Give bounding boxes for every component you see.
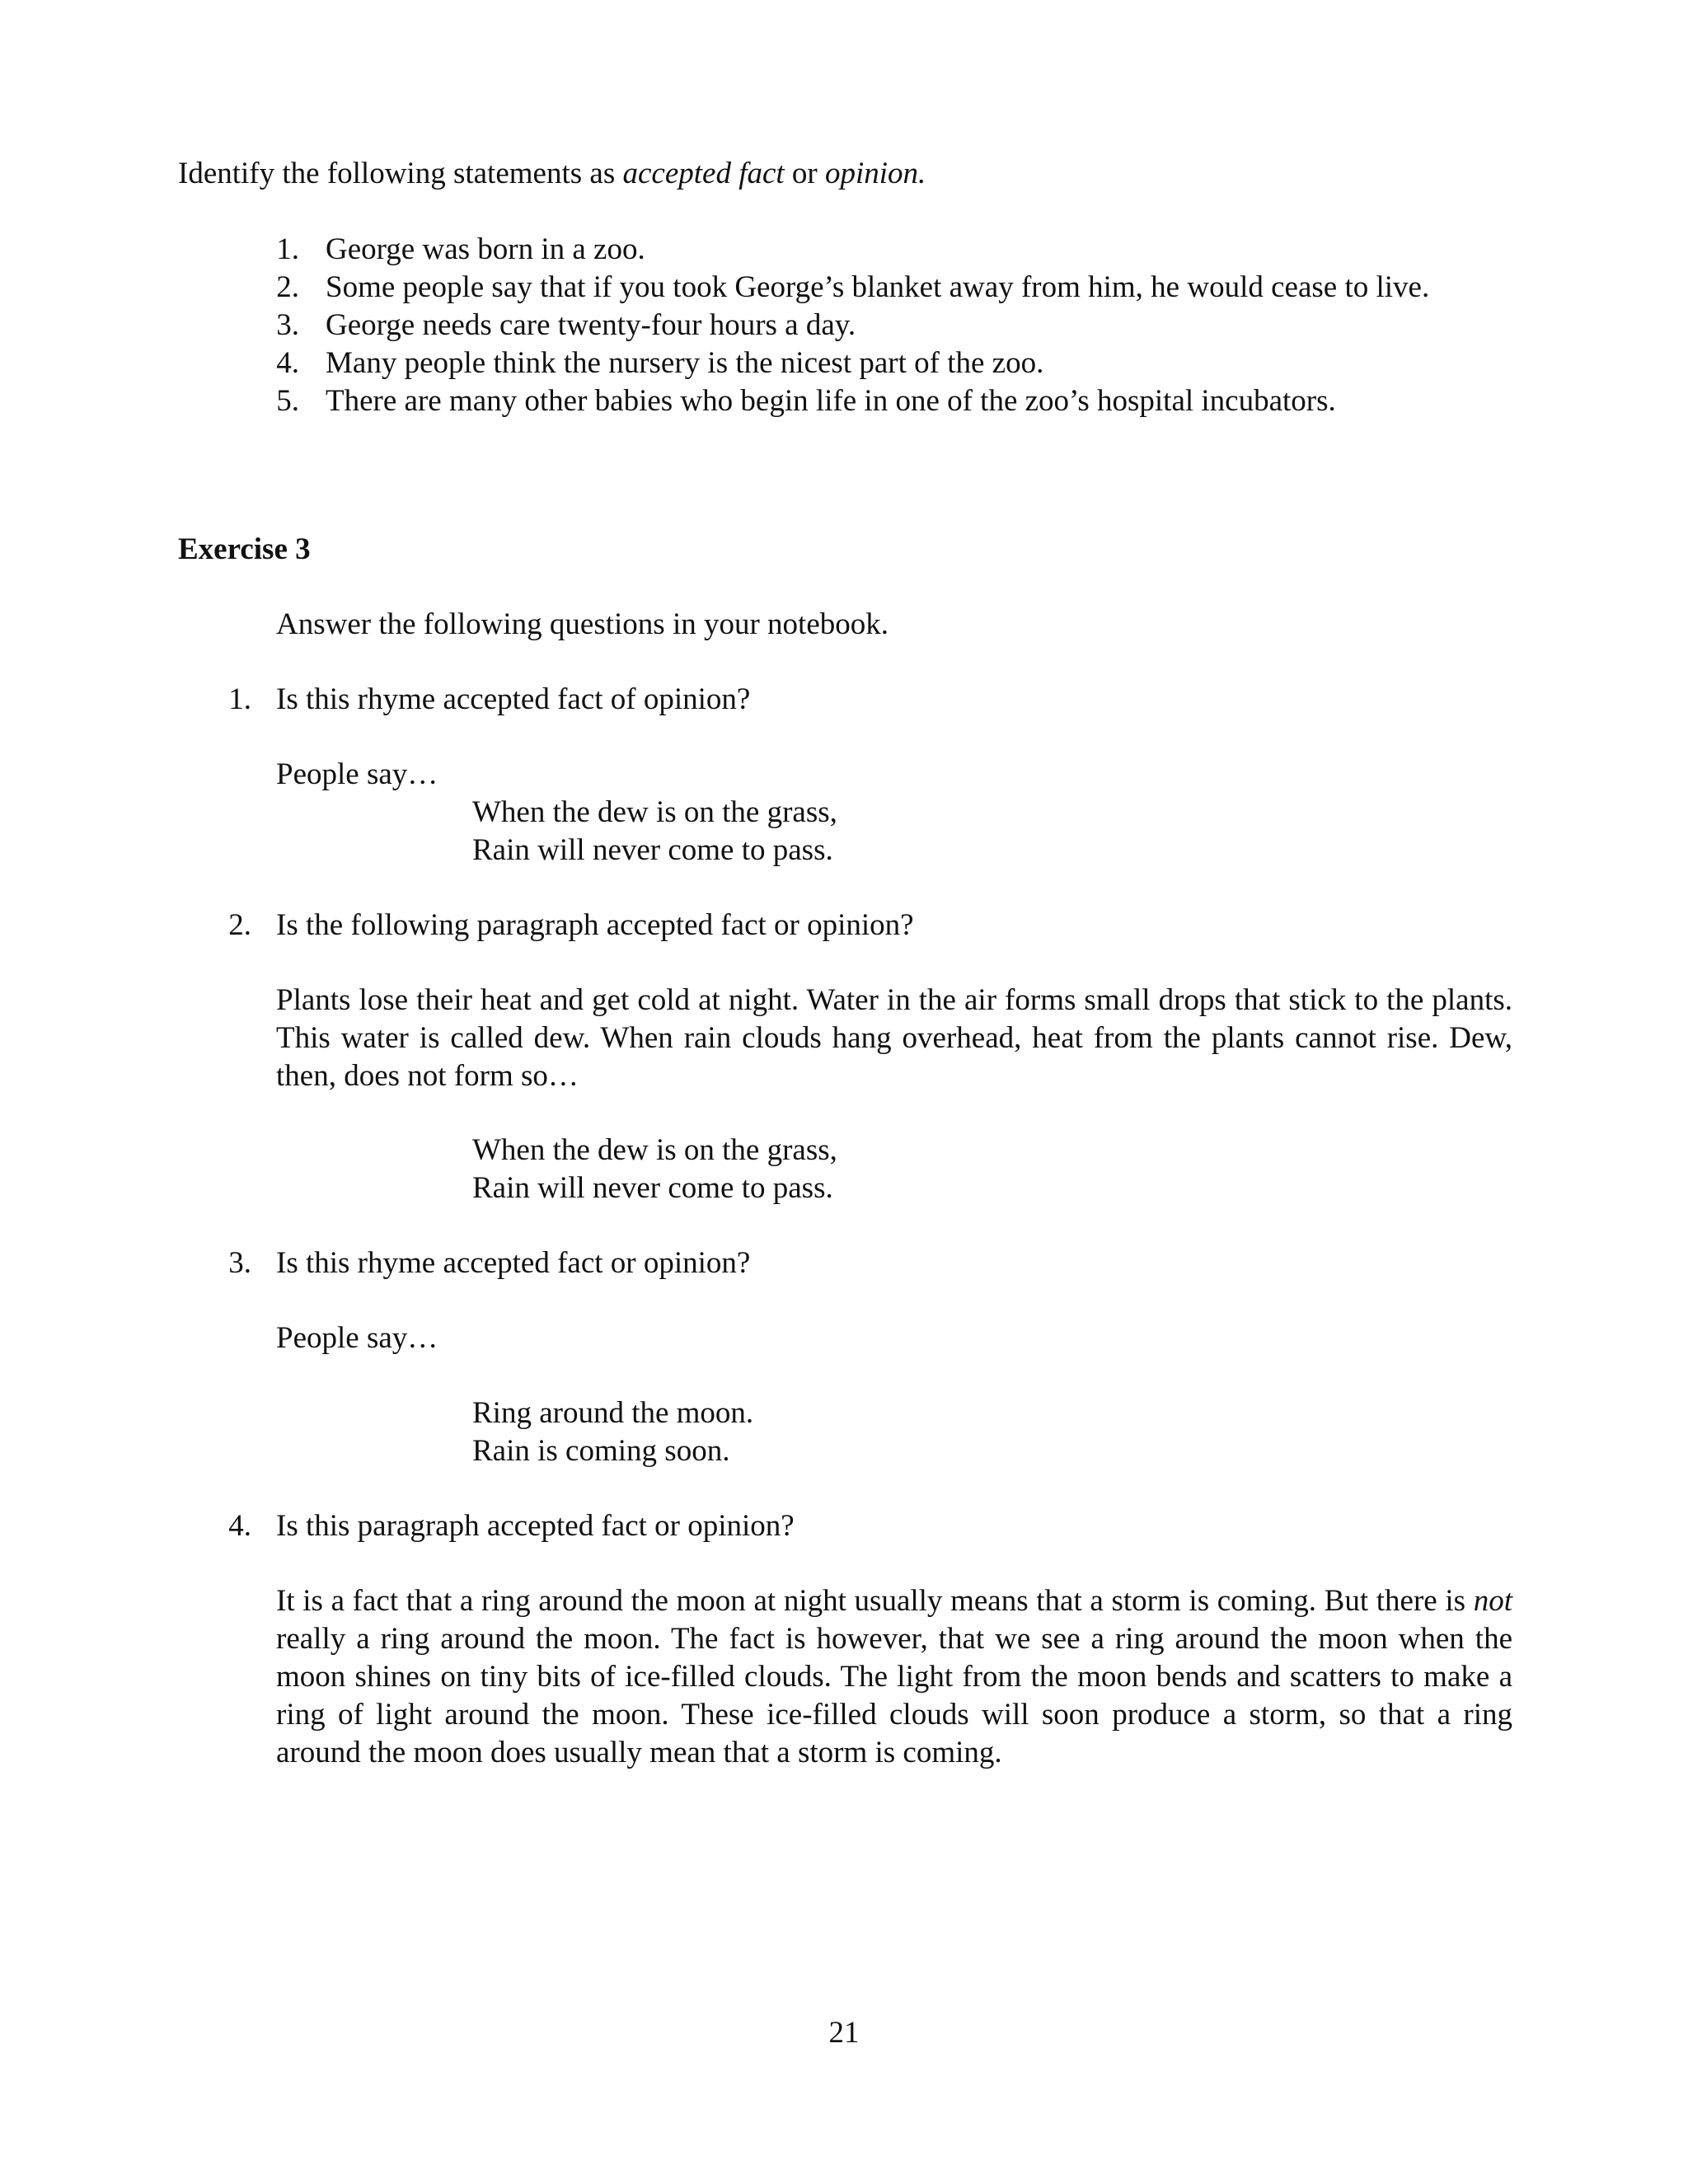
paragraph-emphasis: not — [1473, 1584, 1512, 1618]
list-item — [274, 307, 1429, 344]
rhyme-line: When the dew is on the grass, — [472, 1133, 837, 1167]
question-text: Is the following paragraph accepted fact or opinion? — [276, 908, 914, 942]
question-number: 4. — [228, 1509, 251, 1543]
paragraph — [276, 1582, 1512, 1772]
list-text: There are many other babies who begin life in one of the zoo’s hospital incubators. — [326, 384, 1336, 418]
question-text: Is this rhyme accepted fact of opinion? — [276, 682, 751, 716]
question-text: Is this paragraph accepted fact or opinion? — [276, 1509, 795, 1543]
identify-list — [274, 231, 1429, 420]
list-item — [274, 231, 1429, 269]
list-text: George was born in a zoo. — [326, 232, 645, 266]
question-text: Is this rhyme accepted fact or opinion? — [276, 1246, 751, 1280]
rhyme-line: Rain will never come to pass. — [472, 1171, 833, 1205]
question-number: 2. — [228, 908, 251, 942]
intro-term-opinion: opinion. — [825, 157, 926, 190]
rhyme-line: Rain will never come to pass. — [472, 833, 833, 867]
page-number: 21 — [828, 2016, 860, 2050]
list-text: Some people say that if you took George’s blanket away from him, he would cease to live. — [326, 270, 1430, 304]
rhyme-lead: People say… — [276, 757, 438, 791]
rhyme-line: When the dew is on the grass, — [472, 795, 837, 829]
exercise-heading: Exercise 3 — [178, 532, 311, 566]
list-text: Many people think the nursery is the nicest part of the zoo. — [326, 346, 1044, 380]
rhyme-line: Ring around the moon. — [472, 1396, 754, 1430]
intro-instruction — [178, 155, 926, 193]
list-text: George needs care twenty-four hours a day. — [326, 308, 856, 342]
list-number: 2. — [276, 270, 299, 304]
list-item — [274, 382, 1429, 420]
exercise-instruction: Answer the following questions in your notebook. — [276, 607, 889, 641]
list-number: 1. — [276, 232, 299, 266]
list-item — [274, 269, 1429, 307]
list-number: 3. — [276, 308, 299, 342]
rhyme-line: Rain is coming soon. — [472, 1434, 730, 1468]
list-number: 4. — [276, 346, 299, 380]
list-item — [274, 344, 1429, 382]
intro-prefix: Identify the following statements as — [178, 157, 623, 190]
rhyme-lead: People say… — [276, 1321, 438, 1355]
question-number: 1. — [228, 682, 251, 716]
question-number: 3. — [228, 1246, 251, 1280]
paragraph: Plants lose their heat and get cold at night. Water in the air forms small drops that stick to the plants. This water is called dew. When rain clouds hang overhead, heat from the plants cannot rise. Dew, then, does not form so… — [276, 983, 1512, 1093]
intro-term-fact: accepted fact — [622, 157, 785, 190]
paragraph-part: It is a fact that a ring around the moon at night usually means that a storm is coming. But there is — [276, 1584, 1474, 1618]
paragraph-part: really a ring around the moon. The fact is however, that we see a ring around the moon when the moon shines on tiny bits of ice-filled clouds. The light from the moon bends and scatters to make a ring of light around the moon. These ice-filled clouds will soon produce a storm, so that a ring around the moon does usually mean that a storm is coming. — [276, 1622, 1512, 1769]
intro-middle: or — [784, 157, 825, 190]
list-number: 5. — [276, 384, 299, 418]
